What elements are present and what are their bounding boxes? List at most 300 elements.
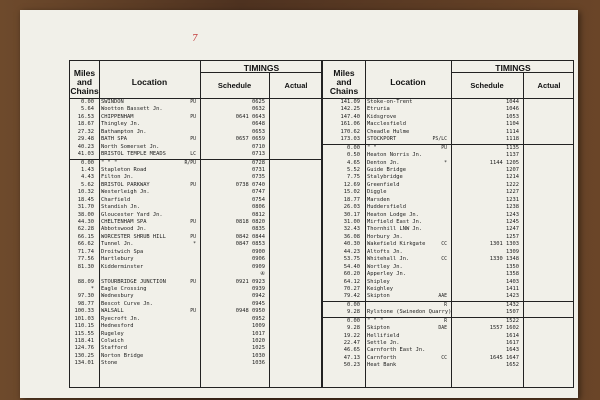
location-cell: Whitehall Jn.	[367, 256, 410, 263]
location-cell: BRISTOL PARKWAY	[101, 181, 150, 188]
mileage-cell: 5.52	[347, 166, 360, 173]
mileage-cell: 100.33	[74, 308, 94, 315]
mileage-cell: 77.56	[77, 256, 94, 263]
table-row	[323, 114, 573, 121]
mileage-cell: 18.77	[343, 196, 360, 203]
scheduled-time-cell: 1614	[506, 332, 519, 339]
header-and: and	[336, 77, 352, 87]
table-row	[70, 167, 321, 174]
timing-rows	[70, 99, 321, 368]
activity-code-cell: *	[444, 160, 447, 166]
mileage-cell: 124.76	[74, 345, 94, 352]
activity-code-cell: CC	[441, 355, 447, 361]
table-row	[70, 353, 321, 360]
mileage-cell: 26.03	[343, 204, 360, 211]
mileage-cell: 0.00	[347, 144, 360, 151]
mileage-cell: 9.28	[347, 309, 360, 316]
location-cell: Altofts Jn.	[367, 248, 403, 255]
mileage-cell: 142.25	[340, 106, 360, 113]
mileage-cell: 30.17	[343, 211, 360, 218]
location-cell: Keighley	[367, 285, 393, 292]
activity-code-cell: PU	[190, 100, 196, 105]
scheduled-time-cell: 1358	[506, 271, 519, 278]
table-row	[70, 256, 321, 263]
activity-code-cell: PU	[441, 145, 447, 151]
scheduled-time-cell: 1243	[506, 211, 519, 218]
scheduled-time-cell: 1643	[506, 347, 519, 354]
activity-code-cell: PU	[190, 279, 196, 285]
mileage-cell: 118.41	[74, 338, 94, 344]
activity-code-cell: AAE	[438, 294, 447, 300]
scheduled-time-cell: 1231	[506, 196, 519, 203]
mileage-cell: 31.70	[77, 204, 94, 211]
location-cell: Charfield	[101, 196, 131, 203]
table-row	[70, 271, 321, 278]
mileage-cell: 60.20	[343, 271, 360, 278]
table-row	[323, 241, 573, 248]
table-row	[323, 286, 573, 293]
mileage-cell: 5.64	[81, 106, 94, 113]
location-cell: Skipton	[367, 325, 390, 332]
table-row	[323, 129, 573, 136]
mileage-cell: 71.74	[77, 248, 94, 255]
mileage-cell: 79.42	[343, 293, 360, 300]
scheduled-time-cell: 1104	[506, 121, 519, 128]
location-cell: Tunnel Jn.	[101, 241, 134, 248]
miles-chains-header	[323, 69, 365, 96]
mileage-cell: 12.69	[343, 181, 360, 188]
table-row	[323, 144, 573, 152]
mileage-cell: 101.03	[74, 315, 94, 322]
location-cell: Heat Bank	[367, 362, 397, 369]
handwritten-page-number: 7	[192, 34, 198, 44]
mileage-cell: 19.22	[343, 332, 360, 339]
table-row	[70, 219, 321, 226]
scheduled-time-cell: 0900	[252, 248, 265, 255]
table-row	[323, 106, 573, 113]
location-cell: Ryecroft Jn.	[101, 315, 140, 322]
mileage-cell: 47.13	[343, 354, 360, 361]
table-row	[323, 234, 573, 241]
table-row	[323, 355, 573, 362]
table-row	[70, 226, 321, 233]
table-row	[323, 167, 573, 174]
location-cell: Kidsgrove	[367, 113, 397, 120]
scheduled-time-cell: 1137	[506, 152, 519, 159]
activity-code-cell: PU	[190, 220, 196, 225]
table-row	[323, 136, 573, 143]
location-header: Location	[131, 77, 168, 87]
scheduled-time-cell: 1652	[506, 362, 519, 369]
location-cell: Settle Jn.	[367, 340, 400, 346]
scheduled-time-cell: 0906	[252, 256, 265, 263]
location-cell: WALSALL	[101, 308, 124, 315]
scheduled-time-cell: 0648	[252, 121, 265, 128]
location-cell: Guide Bridge	[367, 166, 406, 173]
table-row	[70, 136, 321, 143]
table-row	[70, 279, 321, 286]
scheduled-time-cell: 0641 0643	[235, 113, 265, 120]
location-cell: Denton Jn.	[367, 159, 400, 166]
table-row	[70, 106, 321, 113]
mileage-cell: 161.06	[340, 121, 360, 128]
scheduled-time-cell: 1403	[506, 278, 519, 285]
location-cell: Thingley Jn.	[101, 121, 140, 128]
activity-code-cell: PS/LC	[432, 137, 447, 143]
activity-code-cell: R	[444, 302, 447, 308]
location-cell: Hartlebury	[101, 256, 134, 263]
mileage-cell: 18.45	[77, 196, 94, 203]
table-row	[323, 362, 573, 369]
scheduled-time-cell: 1135	[506, 144, 519, 151]
mileage-cell: 130.25	[74, 352, 94, 359]
scheduled-time-cell: 0806	[252, 204, 265, 211]
table-row	[323, 182, 573, 189]
scheduled-time-cell: 1411	[506, 285, 519, 292]
location-cell: Wakefield Kirkgate	[367, 241, 426, 248]
activity-code-cell: R	[444, 318, 447, 324]
table-row	[323, 264, 573, 271]
table-row	[70, 301, 321, 308]
table-row	[70, 182, 321, 189]
location-cell: Carnforth East Jn.	[367, 347, 426, 354]
scheduled-time-cell: 0952	[252, 315, 265, 322]
scheduled-time-cell: 1020	[252, 338, 265, 344]
mileage-cell: 88.09	[77, 278, 94, 285]
scheduled-time-cell: 1423	[506, 293, 519, 300]
mileage-cell: 170.62	[340, 128, 360, 135]
table-row	[70, 241, 321, 248]
location-cell: BATH SPA	[101, 136, 127, 143]
mileage-cell: 38.00	[77, 211, 94, 218]
scheduled-time-cell: 1330 1348	[489, 256, 519, 263]
table-row	[70, 204, 321, 211]
location-cell: Mirfield East Jn.	[367, 219, 423, 225]
scheduled-time-cell: 0735	[252, 174, 265, 181]
table-row	[323, 212, 573, 219]
location-cell: Rugeley	[101, 330, 124, 337]
scheduled-time-cell: 1557 1602	[489, 325, 519, 332]
location-cell: Stoke-on-Trent	[367, 99, 413, 105]
timings-header: TIMINGS	[243, 63, 280, 73]
mileage-cell: 0.00	[81, 159, 94, 166]
scheduled-time-cell: 0713	[252, 151, 265, 158]
table-row	[323, 174, 573, 181]
activity-code-cell: CC	[441, 242, 447, 248]
mileage-cell: 18.67	[77, 121, 94, 128]
mileage-cell: 4.65	[347, 159, 360, 166]
activity-code-cell: PU	[190, 309, 196, 315]
mileage-cell: 40.30	[343, 241, 360, 248]
location-cell: Wednesbury	[101, 293, 134, 300]
location-cell: Huddersfield	[367, 204, 406, 211]
mileage-cell: 9.28	[347, 325, 360, 332]
scheduled-time-cell: 1247	[506, 226, 519, 233]
mileage-cell: 36.08	[343, 233, 360, 240]
table-row	[70, 129, 321, 136]
mileage-cell: 64.12	[343, 278, 360, 285]
scheduled-time-cell: 1118	[506, 136, 519, 143]
mileage-cell: *	[90, 285, 94, 292]
activity-code-cell: R/PU	[184, 160, 196, 166]
timetable-sheet-left	[69, 60, 322, 388]
table-row	[323, 317, 573, 325]
actual-header: Actual	[284, 81, 308, 90]
mileage-cell: 29.48	[77, 136, 94, 143]
table-row	[323, 204, 573, 211]
table-row	[323, 197, 573, 204]
mileage-cell: 46.65	[343, 347, 360, 354]
location-cell: Rylstone (Swinedon Quarry)	[367, 309, 452, 316]
location-cell: Kidderminster	[101, 263, 144, 270]
scheduled-time-cell: 1645 1647	[489, 354, 519, 361]
scheduled-time-cell: 1044	[506, 99, 519, 105]
table-row	[70, 234, 321, 241]
mileage-cell: 0.00	[81, 99, 94, 105]
table-row	[323, 256, 573, 263]
table-row	[70, 360, 321, 367]
activity-code-cell: PU	[190, 114, 196, 120]
table-row	[323, 347, 573, 354]
scheduled-time-cell: 0812	[252, 211, 265, 218]
table-row	[323, 309, 573, 316]
table-row	[70, 338, 321, 345]
header-and: and	[76, 77, 93, 87]
table-row	[323, 340, 573, 347]
location-cell: Shipley	[367, 278, 390, 285]
table-row	[323, 325, 573, 332]
mileage-cell: 62.28	[77, 226, 94, 233]
mileage-cell: 1.43	[81, 166, 94, 173]
mileage-cell: 22.47	[343, 340, 360, 346]
table-row	[70, 308, 321, 315]
location-cell: Stafford	[101, 345, 127, 352]
table-row	[323, 333, 573, 340]
scheduled-time-cell: 1214	[506, 174, 519, 181]
location-cell: Macclesfield	[367, 121, 406, 128]
mileage-cell: 15.02	[343, 189, 360, 196]
activity-code-cell: DAE	[438, 326, 447, 332]
table-row	[70, 264, 321, 271]
scheduled-time-cell: 0625	[252, 99, 265, 105]
location-cell: Diggle	[367, 189, 387, 196]
mileage-cell: 41.03	[77, 151, 94, 158]
table-row	[70, 345, 321, 352]
scheduled-time-cell: 1036	[252, 360, 265, 367]
schedule-header: Schedule	[217, 81, 252, 90]
location-cell: Heaton Norris Jn.	[367, 152, 423, 159]
mileage-cell: 44.23	[343, 248, 360, 255]
location-cell: Gloucester Yard Jn.	[101, 211, 163, 218]
scheduled-time-cell: 0847 0853	[235, 241, 265, 248]
table-row	[70, 249, 321, 256]
location-cell: Westerleigh Jn.	[101, 189, 150, 196]
activity-code-cell: LC	[190, 152, 196, 158]
activity-code-cell: PU	[190, 234, 196, 240]
mileage-cell: 97.30	[77, 293, 94, 300]
scheduled-time-cell: 0921 0923	[235, 278, 265, 285]
mileage-cell: 5.62	[81, 181, 94, 188]
scheduled-time-cell: 0818 0820	[235, 219, 265, 225]
header-miles: Miles	[333, 68, 355, 78]
table-row	[323, 99, 573, 106]
location-cell: Wootton Bassett Jn.	[101, 106, 163, 113]
mileage-cell: 115.55	[74, 330, 94, 337]
scheduled-time-cell: 1025	[252, 345, 265, 352]
mileage-cell: 81.30	[77, 263, 94, 270]
mileage-cell: 53.75	[343, 256, 360, 263]
mileage-cell: 110.15	[74, 323, 94, 330]
mileage-cell: 16.53	[77, 113, 94, 120]
scheduled-time-cell: 0842 0844	[235, 233, 265, 240]
table-row	[70, 323, 321, 330]
mileage-cell: 27.32	[77, 128, 94, 135]
mileage-cell: 31.00	[343, 219, 360, 225]
table-row	[70, 121, 321, 128]
header-miles: Miles	[73, 68, 96, 78]
scheduled-time-cell: 0731	[252, 166, 265, 173]
scheduled-time-cell: 0657 0659	[235, 136, 265, 143]
table-row	[70, 159, 321, 167]
scheduled-time-cell: 1017	[252, 330, 265, 337]
mileage-cell: 70.27	[343, 285, 360, 292]
mileage-cell: 147.40	[340, 113, 360, 120]
timing-rows	[323, 99, 573, 370]
location-cell: Hellifield	[367, 332, 400, 339]
location-cell: Thornhill LNW Jn.	[367, 226, 423, 233]
location-header: Location	[390, 77, 426, 87]
mileage-cell: 10.32	[77, 189, 94, 196]
mileage-cell: 0.00	[347, 301, 360, 308]
mileage-cell: 50.23	[343, 362, 360, 369]
table-row	[70, 189, 321, 196]
mileage-cell: 0.00	[347, 317, 360, 324]
table-row	[70, 114, 321, 121]
location-cell: Carnforth	[367, 354, 397, 361]
mileage-cell: 141.09	[340, 99, 360, 105]
table-row	[70, 293, 321, 300]
scheduled-time-cell: 1144 1205	[489, 159, 519, 166]
activity-code-cell: PU	[190, 182, 196, 188]
scheduled-time-cell: 1301 1303	[489, 241, 519, 248]
mileage-cell: 4.43	[81, 174, 94, 181]
scheduled-time-cell: ④	[260, 271, 265, 278]
scheduled-time-cell: 1350	[506, 263, 519, 270]
mileage-cell: 173.03	[340, 136, 360, 143]
table-row	[70, 144, 321, 151]
table-row	[70, 197, 321, 204]
table-row	[70, 286, 321, 293]
table-row	[323, 226, 573, 233]
scheduled-time-cell: 1114	[506, 128, 519, 135]
table-row	[70, 151, 321, 158]
mileage-cell: 66.62	[77, 241, 94, 248]
mileage-cell: 98.77	[77, 300, 94, 307]
header-chains: Chains	[329, 86, 359, 96]
table-row	[323, 301, 573, 309]
location-cell: Norton Bridge	[101, 352, 144, 359]
mileage-cell: 0.50	[347, 152, 360, 159]
location-cell: WORCESTER SHRUB HILL	[101, 233, 166, 240]
table-row	[323, 249, 573, 256]
location-cell: Heaton Lodge Jn.	[367, 211, 419, 218]
scheduled-time-cell: 1207	[506, 166, 519, 173]
location-cell: Etruria	[367, 106, 390, 113]
location-cell: Wortley Jn.	[367, 263, 403, 270]
scheduled-time-cell: 0728	[252, 159, 265, 166]
location-cell: Greenfield	[367, 181, 400, 188]
scheduled-time-cell: 1227	[506, 189, 519, 196]
location-cell: " "	[367, 144, 377, 151]
location-cell: Marsden	[367, 196, 390, 203]
location-cell: STOURBRIDGE JUNCTION	[101, 278, 166, 285]
location-cell: CHIPPENHAM	[101, 113, 134, 120]
location-cell: Colwich	[101, 338, 124, 344]
scheduled-time-cell: 0738 0740	[235, 181, 265, 188]
scheduled-time-cell: 0909	[252, 263, 265, 270]
mileage-cell: 32.43	[343, 226, 360, 233]
location-cell: Hednesford	[101, 323, 134, 330]
scheduled-time-cell: 0710	[252, 143, 265, 150]
actual-header: Actual	[537, 81, 561, 90]
table-row	[70, 99, 321, 106]
scheduled-time-cell: 1009	[252, 323, 265, 330]
mileage-cell: 134.01	[74, 360, 94, 367]
scheduled-time-cell: 0653	[252, 128, 265, 135]
location-cell: Eagle Crossing	[101, 285, 147, 292]
scheduled-time-cell: 1257	[506, 233, 519, 240]
location-cell: " " "	[101, 159, 118, 166]
mileage-cell: 7.75	[347, 174, 360, 181]
table-row	[70, 316, 321, 323]
location-cell: " " "	[367, 317, 384, 324]
location-cell: CHELTENHAM SPA	[101, 219, 147, 225]
location-cell: Stapleton Road	[101, 166, 147, 173]
location-cell: STOCKPORT	[367, 136, 397, 143]
scheduled-time-cell: 0835	[252, 226, 265, 233]
table-row	[323, 293, 573, 300]
location-cell: Standish Jn.	[101, 204, 140, 211]
table-row	[70, 212, 321, 219]
scheduled-time-cell: 1617	[506, 340, 519, 346]
scheduled-time-cell: 1053	[506, 113, 519, 120]
scheduled-time-cell: 0945	[252, 300, 265, 307]
mileage-cell: 40.23	[77, 143, 94, 150]
scheduled-time-cell: 0948 0950	[235, 308, 265, 315]
scheduled-time-cell: 0942	[252, 293, 265, 300]
scheduled-time-cell: 1222	[506, 181, 519, 188]
timings-header: TIMINGS	[495, 63, 531, 73]
location-cell: Stalybridge	[367, 174, 403, 181]
scheduled-time-cell: 1238	[506, 204, 519, 211]
scheduled-time-cell: 1507	[506, 309, 519, 316]
scheduled-time-cell: 1309	[506, 248, 519, 255]
location-cell: Bescot Curve Jn.	[101, 300, 153, 307]
timetable-page	[20, 10, 578, 398]
scheduled-time-cell: 1522	[506, 317, 519, 324]
location-cell: Stone	[101, 360, 118, 367]
location-cell: Droitwich Spa	[101, 248, 144, 255]
location-cell: SWINDON	[101, 99, 124, 105]
location-cell: Cheadle Hulme	[367, 128, 410, 135]
scheduled-time-cell: 0754	[252, 196, 265, 203]
scheduled-time-cell: 1245	[506, 219, 519, 225]
mileage-cell: 54.40	[343, 263, 360, 270]
scheduled-time-cell: 1432	[506, 301, 519, 308]
activity-code-cell: CC	[441, 257, 447, 263]
timetable-sheet-right	[322, 60, 574, 388]
activity-code-cell: *	[193, 242, 196, 248]
